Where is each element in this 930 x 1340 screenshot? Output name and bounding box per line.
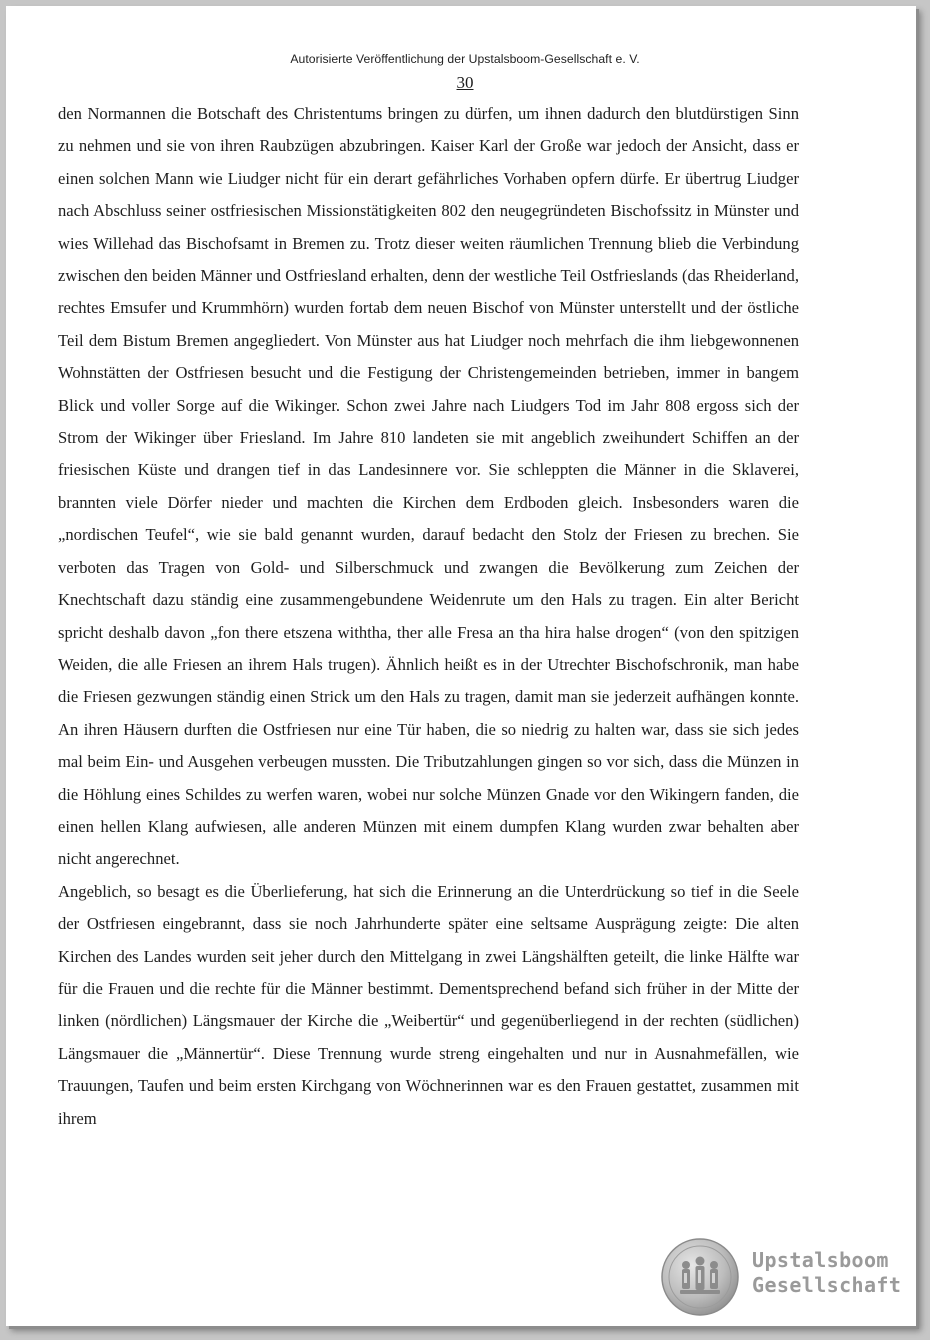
logo-line-1: Upstalsboom	[752, 1248, 889, 1272]
upstalsboom-seal-icon	[660, 1237, 740, 1317]
page-number: 30	[456, 73, 474, 92]
publisher-header: Autorisierte Veröffentlichung der Upstalsboom-Gesellschaft e. V.	[290, 52, 640, 66]
body-text	[58, 98, 799, 1135]
paragraph-2: Angeblich, so besagt es die Überlieferung, hat sich die Erinnerung an die Unterdrückung so tief in die Seele der Ostfriesen eingebrannt, dass sie noch Jahrhunderte später eine seltsame Ausprägung zeigte: Die alten Kirchen des Landes wurden seit jeher durch den Mittelgang in zwei Längshälften geteilt, die linke Hälfte war für die Frauen und die rechte für die Männer bestimmt. Dementsprechend befand sich früher in der Mitte der linken (nördlichen) Längsmauer der Kirche die „Weibertür“ und gegenüberliegend in der rechten (südlichen) Längsmauer die „Männertür“. Diese Trennung wurde streng eingehalten und nur in Ausnahmefällen, wie Trauungen, Taufen und beim ersten Kirchgang von Wöchnerinnen war es den Frauen gestattet, zusammen mit ihrem	[58, 881, 799, 1128]
paragraph-1: den Normannen die Botschaft des Christentums bringen zu dürfen, um ihnen dadurch den blutdürstigen Sinn zu nehmen und sie von ihren Raubzügen abzubringen. Kaiser Karl der Große war jedoch der Ansicht, dass er einen solchen Mann wie Liudger nicht für ein derart gefährliches Vorhaben opfern dürfe. Er übertrug Liudger nach Abschluss seiner ostfriesischen Missionstätigkeiten 802 den neugegründeten Bischofssitz in Münster und wies Willehad das Bischofsamt in Bremen zu. Trotz dieser weiten räumlichen Trennung blieb die Verbindung zwischen den beiden Männer und Ostfriesland erhalten, denn der westliche Teil Ostfrieslands (das Rheiderland, rechtes Emsufer und Krummhörn) wurden fortab dem neuen Bischof von Münster unterstellt und der östliche Teil dem Bistum Bremen angegliedert. Von Münster aus hat Liudger noch mehrfach die ihm liebgewonnenen Wohnstätten der Ostfriesen besucht und die Festigung der Christengemeinden betrieben, immer in bangem Blick und voller Sorge auf die Wikinger. Schon zwei Jahre nach Liudgers Tod im Jahr 808 ergoss sich der Strom der Wikinger über Friesland. Im Jahre 810 landeten sie mit angeblich zweihundert Schiffen an der friesischen Küste und drangen tief in das Landesinnere vor. Sie schleppten die Männer in die Sklaverei, brannten viele Dörfer nieder und machten die Kirchen dem Erdboden gleich. Insbesonders waren die „nordischen Teufel“, wie sie bald genannt wurden, darauf bedacht den Stolz der Friesen zu brechen. Sie verboten das Tragen von Gold- und Silberschmuck und zwangen die Bevölkerung zum Zeichen der Knechtschaft dazu ständig eine zusammengebundene Weidenrute um den Hals zu tragen. Ein alter Bericht spricht deshalb davon „fon there etszena withtha, ther alle Fresa an tha hira halse drogen“ (von den spitzigen Weiden, die alle Friesen an ihrem Hals trugen). Ähnlich heißt es in der Utrechter Bischofschronik, man habe die Friesen gezwungen ständig einen Strick um den Hals zu tragen, damit man sie jederzeit aufhängen konnte. An ihren Häusern durften die Ostfriesen nur eine Tür haben, die so niedrig zu halten war, dass sie sich jedes mal beim Ein- und Ausgehen verbeugen mussten. Die Tributzahlungen gingen so vor sich, dass die Münzen in die Höhlung eines Schildes zu werfen waren, wobei nur solche Münzen Gnade vor den Wikingern fanden, die einen hellen Klang aufwiesen, alle anderen Münzen mit einem dumpfen Klang wurden zwar behalten aber nicht angerechnet.	[58, 104, 799, 869]
logo-line-2: Gesellschaft	[752, 1273, 902, 1297]
society-logo-text	[752, 1248, 912, 1298]
